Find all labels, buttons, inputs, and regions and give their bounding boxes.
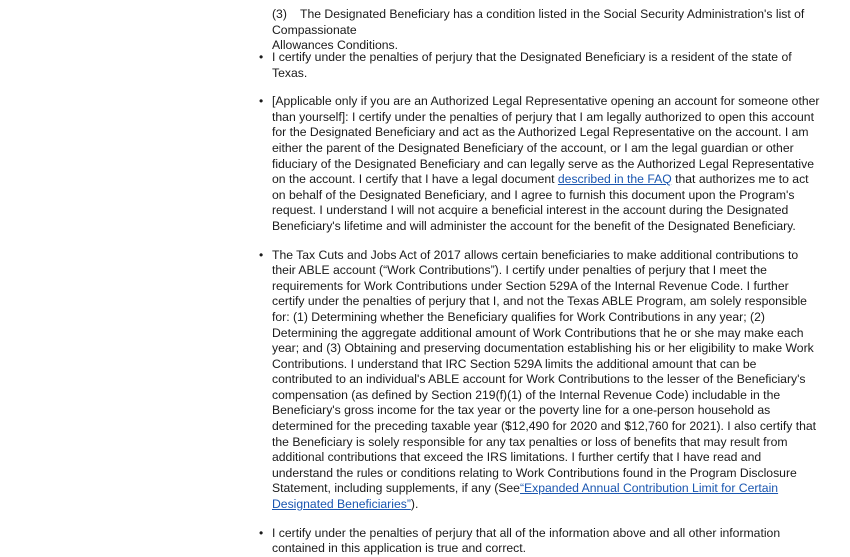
certification-legal-representative bbox=[272, 94, 820, 234]
work-contributions-text: The Tax Cuts and Jobs Act of 2017 allows certain beneficiaries to make additional contributions to their ABLE account (“Work Contributions”). I certify under penalties of perjury that I meet the requirements for Work Contributions under Section 529A of the Internal Revenue Code. I further certify under the penalties of perjury that I, and not the Texas ABLE Program, am solely responsible for: (1) Determining whether the Beneficiary qualifies for Work Contributions in any year; (2) Determining the aggregate additional amount of Work Contributions that he or she may make each year; and (3) Obtaining and preserving documentation establishing his or her eligibility to make Work Contributions. I understand that IRC Section 529A limits the additional amount that can be contributed to an individual's ABLE account for Work Contributions to the lesser of the Beneficiary's compensation (as defined by Section 219(f)(1) of the Internal Revenue Code) includable in the Beneficiary's gross income for the tax year or the poverty line for a one-person household as determined for the preceding taxable year ($12,490 for 2020 and $12,760 for 2021). I also certify that the Beneficiary is solely responsible for any tax penalties or loss of benefits that may result from additional contributions that exceed the IRS limitations. I further certify that I have read and understand the rules or conditions relating to Work Contributions found in the Program Disclosure Statement, including supplements, if any (See bbox=[272, 247, 817, 496]
certification-list bbox=[272, 50, 820, 557]
certification-document bbox=[248, 0, 820, 556]
legal-rep-text-before: [Applicable only if you are an Authorized Legal Representative opening an account for someone other than yourself]: I certify under the penalties of perjury that I am legally authorized to open this account for the Designated Beneficiary and act as the Authorized Legal Representative on the account. I am either the parent of the Designated Beneficiary of the account, or I am the legal guardian or other fiduciary of the Designated Beneficiary and can legally serve as the Authorized Legal Representative on the account. I certify that I have a legal document bbox=[272, 94, 820, 187]
information-true-text: I certify under the penalties of perjury that all of the information above and all other information contained in this application is true and correct. bbox=[272, 525, 781, 556]
left-margin bbox=[0, 0, 240, 467]
faq-link[interactable]: described in the FAQ bbox=[557, 172, 672, 187]
certification-information-true bbox=[272, 526, 820, 557]
item-3-text-line1: The Designated Beneficiary has a condition listed in the Social Security Administration's list of Compassionate bbox=[272, 7, 805, 37]
certification-residency bbox=[272, 50, 820, 81]
item-number: (3) bbox=[272, 7, 287, 21]
legal-rep-text-after: that authorizes me to act on behalf of the Designated Beneficiary, and I agree to furnish this document upon the Program's request. I understand I will not acquire a beneficial interest in the account during the Designated Beneficiary's lifetime and will administer the account for the benefit of the Designated Beneficiary. bbox=[272, 172, 809, 233]
residency-text: I certify under the penalties of perjury that the Designated Beneficiary is a resident of the state of Texas. bbox=[272, 50, 792, 80]
certification-work-contributions bbox=[272, 248, 820, 513]
expanded-contribution-limit-link[interactable]: “Expanded Annual Contribution Limit for Certain Designated Beneficiaries” bbox=[272, 481, 779, 512]
work-contributions-text-end: ). bbox=[410, 497, 419, 512]
item-3-text-line2: Allowances Conditions. bbox=[272, 38, 399, 53]
condition-item-3 bbox=[248, 7, 820, 54]
